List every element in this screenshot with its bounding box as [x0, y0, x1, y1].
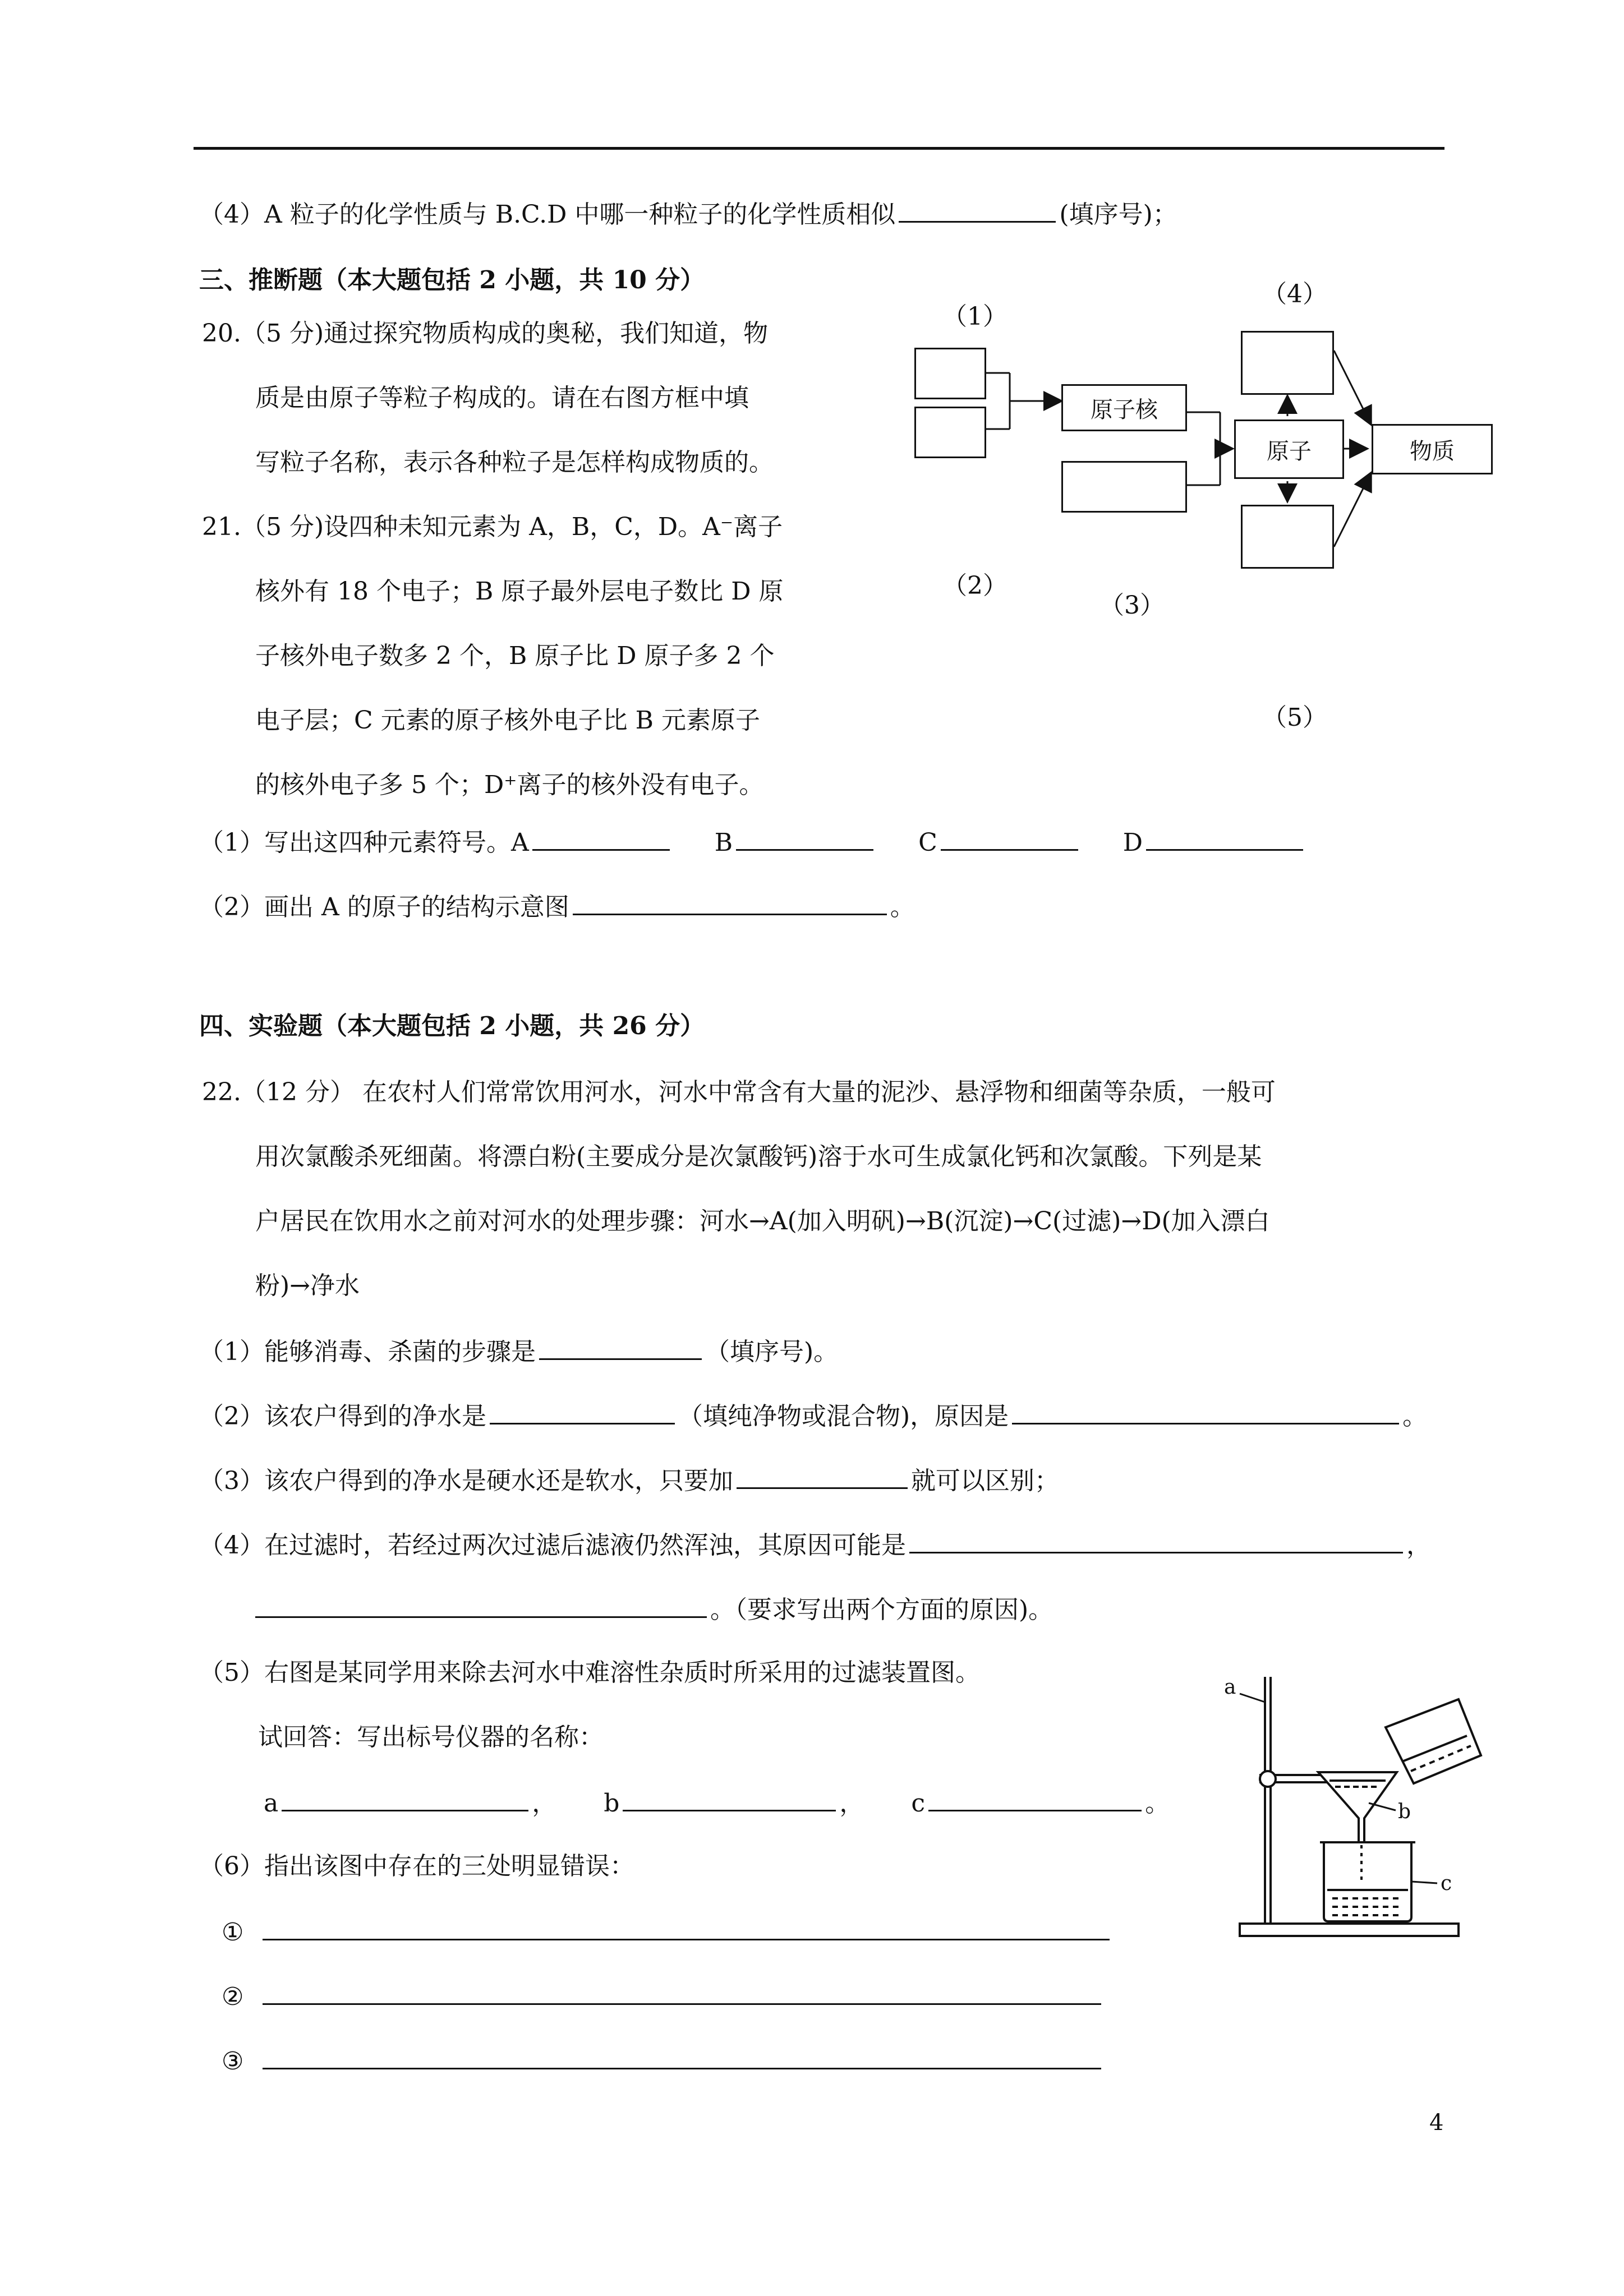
- atom-box: 原子: [1234, 419, 1344, 479]
- answer-blank-b[interactable]: [623, 1785, 836, 1811]
- label-3: （3）: [1099, 591, 1165, 620]
- label-c: c: [1441, 1872, 1452, 1895]
- answer-blank[interactable]: [490, 1398, 675, 1424]
- blank-box-4[interactable]: [1241, 331, 1334, 395]
- blank-box-2[interactable]: [914, 407, 986, 458]
- filtration-apparatus: [1217, 1660, 1498, 1952]
- q21-line-4: 电子层；C 元素的原子核外电子比 B 元素原子: [255, 706, 760, 735]
- q21-sub2: （2）画出 A 的原子的结构示意图 。: [199, 889, 915, 924]
- answer-blank[interactable]: [899, 196, 1056, 223]
- q20-line-1: 20.（5 分)通过探究物质构成的奥秘，我们知道，物: [202, 319, 769, 348]
- answer-blank[interactable]: [263, 2043, 1101, 2069]
- answer-blank[interactable]: [263, 1914, 1110, 1940]
- q22-sub1: （1）能够消毒、杀菌的步骤是 （填序号)。: [199, 1334, 838, 1369]
- answer-blank[interactable]: [737, 1463, 908, 1489]
- blank-box-3[interactable]: [1061, 461, 1187, 513]
- q21-line-3: 子核外电子数多 2 个，B 原子比 D 原子多 2 个: [255, 642, 775, 670]
- section-3-heading: 三、推断题（本大题包括 2 小题，共 10 分）: [199, 266, 705, 294]
- particle-structure-diagram: [898, 269, 1492, 751]
- answer-blank[interactable]: [909, 1527, 1403, 1553]
- nucleus-box: 原子核: [1061, 384, 1187, 431]
- q22-sub4-line2: 。（要求写出两个方面的原因)。: [255, 1592, 1053, 1627]
- label-4: （4）: [1262, 280, 1327, 308]
- q22-line-1: 22.（12 分） 在农村人们常常饮用河水，河水中常含有大量的泥沙、悬浮物和细菌等杂质，一般可: [202, 1078, 1276, 1106]
- answer-blank-c[interactable]: [928, 1785, 1142, 1811]
- q22-line-2: 用次氯酸杀死细菌。将漂白粉(主要成分是次氯酸钙)溶于水可生成氯化钙和次氯酸。下列是某: [255, 1142, 1262, 1171]
- q22-sub5-line2: 试回答：写出标号仪器的名称：: [258, 1723, 604, 1751]
- q22-line-4: 粉)→净水: [255, 1271, 360, 1300]
- q22-sub6: （6）指出该图中存在的三处明显错误：: [199, 1852, 634, 1880]
- answer-blank-a[interactable]: [282, 1785, 528, 1811]
- q22-sub5-line3: a ， b ， c 。: [264, 1785, 1170, 1820]
- q22-sub5: （5）右图是某同学用来除去河水中难溶性杂质时所采用的过滤装置图。: [199, 1658, 980, 1687]
- answer-blank-a[interactable]: [532, 824, 670, 851]
- error-line-2: ②: [222, 1979, 1105, 2014]
- label-1: （1）: [942, 302, 1007, 331]
- label-b: b: [1398, 1800, 1411, 1823]
- section-4-heading: 四、实验题（本大题包括 2 小题，共 26 分）: [199, 1012, 705, 1040]
- q21-sub1: （1）写出这四种元素符号。A B C D: [199, 824, 1306, 860]
- page-number: 4: [1429, 2110, 1444, 2136]
- filtration-apparatus-drawing: [1217, 1660, 1498, 1952]
- label-a: a: [1224, 1676, 1236, 1699]
- answer-blank[interactable]: [255, 1592, 707, 1618]
- q20-line-2: 质是由原子等粒子构成的。请在右图方框中填: [255, 384, 749, 412]
- label-2: （2）: [942, 571, 1007, 600]
- answer-blank[interactable]: [263, 1979, 1101, 2005]
- answer-blank[interactable]: [1012, 1398, 1399, 1424]
- diagram-arrows: [898, 269, 1492, 751]
- error-line-3: ③: [222, 2043, 1105, 2078]
- answer-blank-c[interactable]: [941, 824, 1078, 851]
- q22-line-3: 户居民在饮用水之前对河水的处理步骤：河水→A(加入明矾)→B(沉淀)→C(过滤)→D(加入漂白: [255, 1207, 1270, 1235]
- q21-line-1: 21.（5 分)设四种未知元素为 A，B，C，D。A⁻离子: [202, 513, 783, 541]
- answer-blank[interactable]: [539, 1334, 702, 1360]
- q22-sub2: （2）该农户得到的净水是 （填纯净物或混合物)，原因是 。: [199, 1398, 1427, 1433]
- q21-line-5: 的核外电子多 5 个；D⁺离子的核外没有电子。: [255, 771, 764, 799]
- blank-box-1[interactable]: [914, 348, 986, 399]
- q22-sub4: （4）在过滤时，若经过两次过滤后滤液仍然浑浊，其原因可能是 ，: [199, 1527, 1431, 1562]
- error-line-1: ①: [222, 1914, 1113, 1949]
- answer-blank-d[interactable]: [1146, 824, 1303, 851]
- blank-box-5[interactable]: [1241, 505, 1334, 569]
- q19-sub4: （4）A 粒子的化学性质与 B.C.D 中哪一种粒子的化学性质相似 (填序号)；: [199, 196, 1177, 232]
- answer-blank-b[interactable]: [736, 824, 873, 851]
- label-5: （5）: [1262, 703, 1327, 732]
- answer-blank[interactable]: [573, 889, 887, 915]
- q21-line-2: 核外有 18 个电子；B 原子最外层电子数比 D 原: [255, 577, 784, 606]
- matter-box: 物质: [1372, 424, 1493, 474]
- q20-line-3: 写粒子名称，表示各种粒子是怎样构成物质的。: [255, 448, 774, 477]
- q22-sub3: （3）该农户得到的净水是硬水还是软水，只要加 就可以区别；: [199, 1463, 1059, 1498]
- header-rule: [194, 147, 1444, 150]
